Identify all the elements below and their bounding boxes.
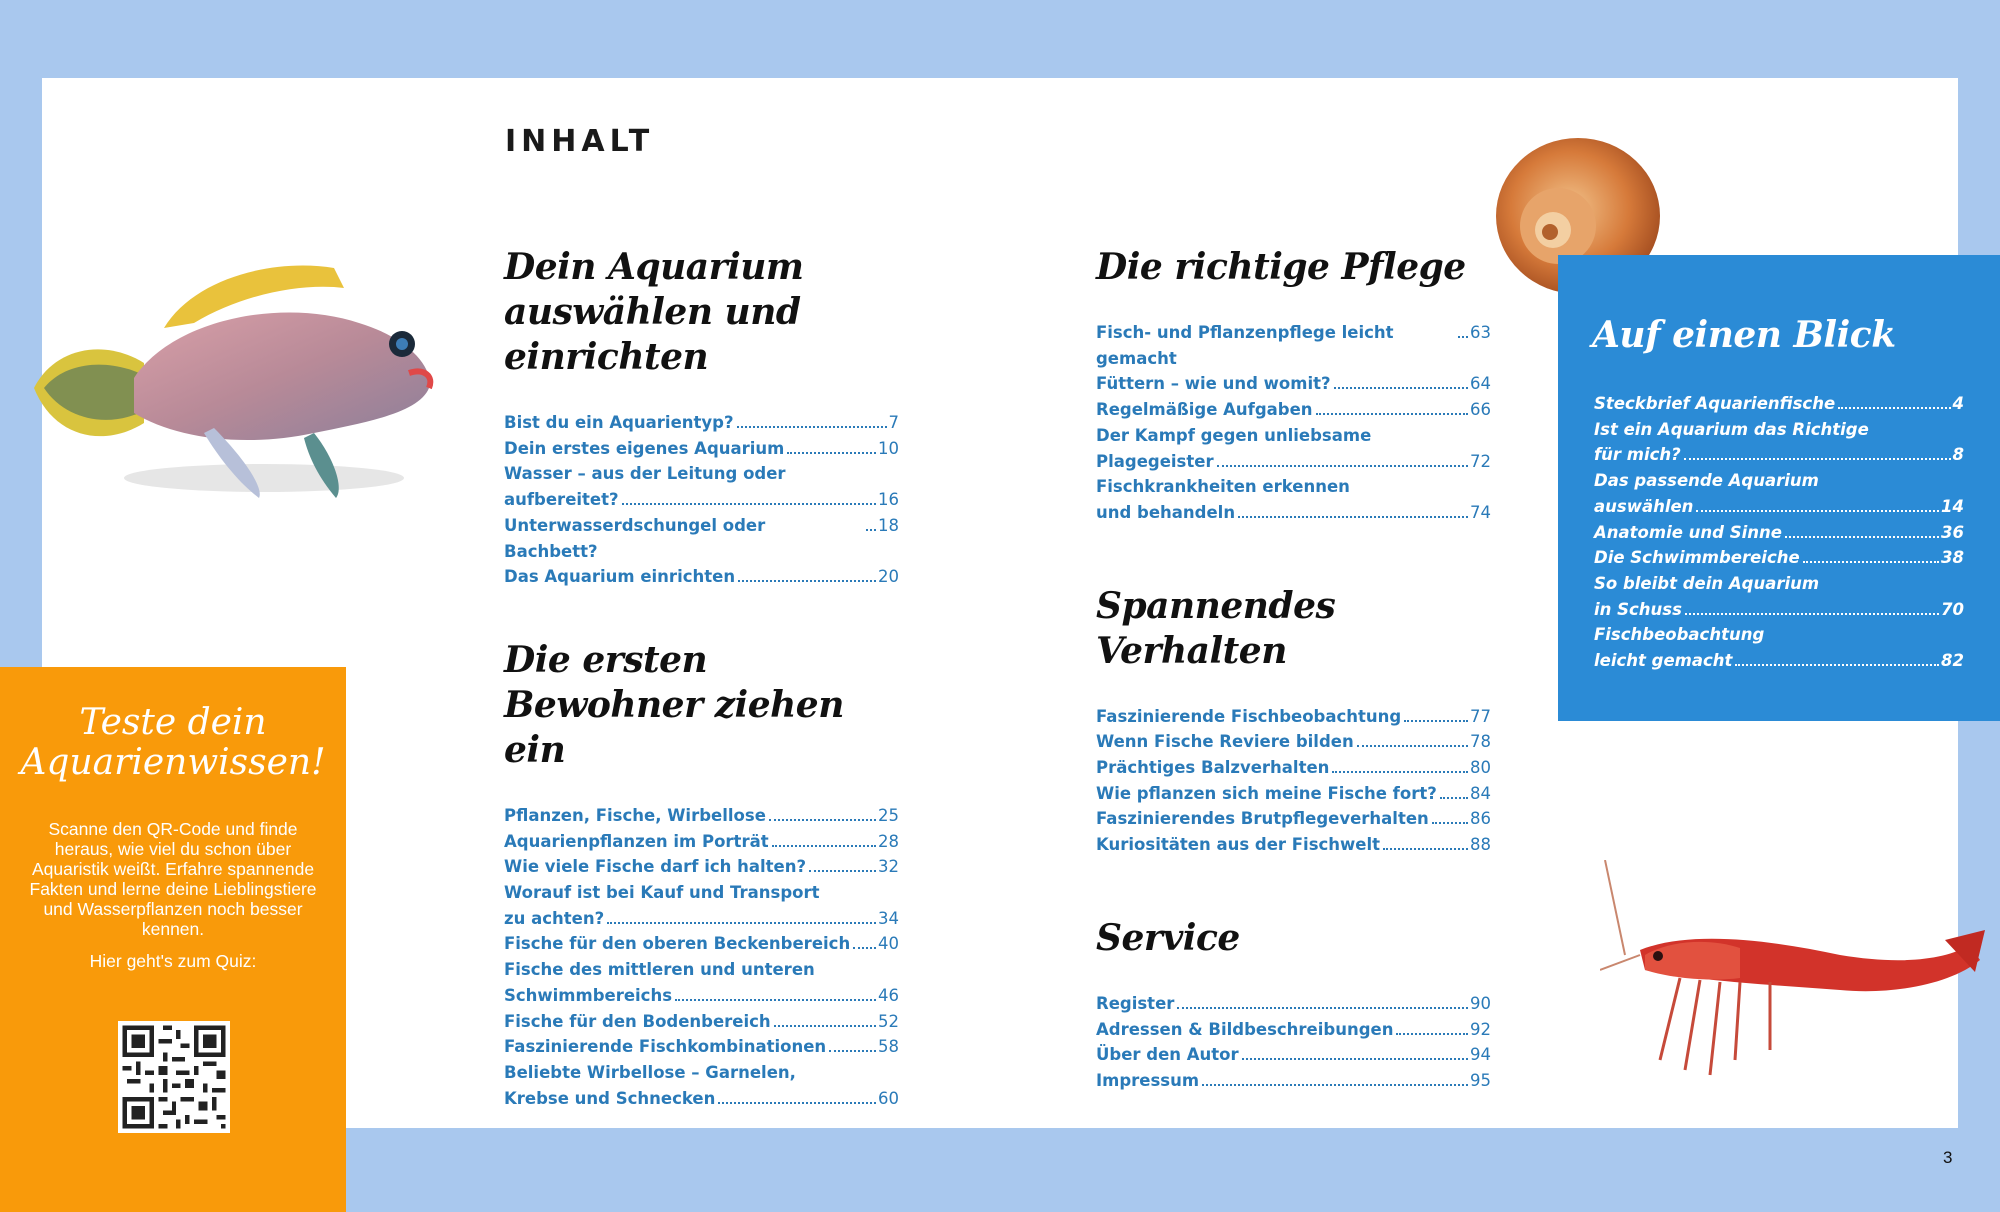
toc-entry[interactable] <box>504 564 899 590</box>
toc-entry-page: 4 <box>1952 394 1964 413</box>
toc-entry[interactable] <box>1096 729 1491 755</box>
toc-entry-label: Prächtiges Balzverhalten <box>1096 758 1330 778</box>
toc-entry-label: Wenn Fische Reviere bilden <box>1096 732 1354 752</box>
toc-entry-page: 66 <box>1470 400 1491 420</box>
toc-entry[interactable] <box>504 1060 899 1111</box>
quiz-description: Scanne den QR-Code und finde heraus, wie viel du schon über Aquaristik weißt. Erfahre spannende Fakten und lerne deine Lieblingstiere und Wasserpflanzen noch besser kennen. <box>29 819 317 939</box>
toc-entry[interactable] <box>1096 474 1491 525</box>
toc-entry-label-cont: leicht gemacht <box>1594 651 1733 671</box>
toc-entry[interactable] <box>1594 417 1964 468</box>
toc-entry-label: Unterwasserdschungel oder Bachbett? <box>504 515 766 561</box>
toc-entry[interactable] <box>504 1034 899 1060</box>
toc-entry[interactable] <box>504 410 899 436</box>
toc-entry-page: 72 <box>1470 451 1491 471</box>
toc-entry-page: 70 <box>1941 599 1964 619</box>
toc-entry-label: Das passende Aquarium <box>1594 471 1819 491</box>
toc-entry-page: 36 <box>1941 522 1964 542</box>
toc-entry-label-cont: in Schuss <box>1594 599 1682 619</box>
toc-entry-label-cont: aufbereitet? <box>504 490 619 510</box>
toc-entry-page: 88 <box>1470 835 1491 855</box>
toc-entry-page: 90 <box>1470 993 1491 1013</box>
toc-entry-label-cont: auswählen <box>1594 496 1694 516</box>
toc-entry-label-cont: zu achten? <box>504 908 605 928</box>
toc-entry-label: Register <box>1096 993 1175 1013</box>
toc-entry-label: Ist ein Aquarium das Richtige <box>1594 419 1869 439</box>
toc-entry-label: Über den Autor <box>1096 1045 1239 1065</box>
toc-entry-label: Regelmäßige Aufgaben <box>1096 400 1313 420</box>
toc-entry[interactable] <box>1594 391 1964 417</box>
section-aquarium <box>504 245 899 590</box>
toc-column-left <box>504 245 899 1111</box>
toc-entry-label: Fische des mittleren und unteren <box>504 960 815 980</box>
toc-entry-page: 74 <box>1470 502 1491 522</box>
toc-entry-page: 78 <box>1470 732 1491 752</box>
toc-entry[interactable] <box>1594 468 1964 519</box>
toc-entry[interactable] <box>504 436 899 462</box>
toc-entry-label: So bleibt dein Aquarium <box>1594 573 1820 593</box>
toc-entry[interactable] <box>1096 832 1491 858</box>
toc-entry[interactable] <box>504 829 899 855</box>
toc-entry-label-cont: und behandeln <box>1096 502 1236 522</box>
toc-list <box>1594 391 1964 674</box>
toc-entry[interactable] <box>1096 1017 1491 1043</box>
toc-entry-label: Das Aquarium einrichten <box>504 567 736 587</box>
toc-entry-page: 82 <box>1941 651 1964 671</box>
quiz-title-line: Teste dein <box>79 702 267 743</box>
toc-entry-page: 84 <box>1470 783 1491 803</box>
toc-list <box>1096 320 1491 526</box>
toc-entry-page: 28 <box>878 831 899 851</box>
toc-entry-label-cont: für mich? <box>1594 445 1681 465</box>
toc-entry[interactable] <box>1096 755 1491 781</box>
toc-entry-label: Fische für den Bodenbereich <box>504 1011 771 1031</box>
toc-entry[interactable] <box>1096 1068 1491 1094</box>
toc-entry-label: Füttern – wie und womit? <box>1096 374 1331 394</box>
toc-entry-page: 18 <box>878 515 899 535</box>
toc-entry[interactable] <box>504 880 899 931</box>
section-title: Auf einen Blick <box>1592 314 1896 356</box>
toc-entry[interactable] <box>1096 806 1491 832</box>
shrimp-illustration <box>1600 860 1990 1110</box>
toc-entry-label: Faszinierende Fischkombinationen <box>504 1037 827 1057</box>
toc-entry[interactable] <box>1096 371 1491 397</box>
toc-entry-page: 8 <box>1952 445 1964 465</box>
toc-entry-label: Wie viele Fische darf ich halten? <box>504 857 807 877</box>
toc-entry[interactable] <box>504 1009 899 1035</box>
toc-entry-label: Beliebte Wirbellose – Garnelen, <box>504 1062 796 1082</box>
toc-entry-label: Fische für den oberen Beckenbereich <box>504 934 851 954</box>
toc-list <box>1096 704 1491 858</box>
toc-entry[interactable] <box>504 957 899 1008</box>
toc-entry-label: Die Schwimmbereiche <box>1594 548 1800 568</box>
toc-entry-label: Fisch- und Pflanzenpflege leicht gemacht <box>1096 323 1394 368</box>
toc-entry-label: Adressen & Bildbeschreibungen <box>1096 1019 1394 1039</box>
quiz-title-line: Aquarienwissen! <box>20 742 326 783</box>
toc-entry-label: Wie pflanzen sich meine Fische fort? <box>1096 783 1437 803</box>
toc-entry[interactable] <box>1096 1042 1491 1068</box>
toc-entry-label: Fischbeobachtung <box>1594 625 1765 645</box>
toc-entry[interactable] <box>1096 991 1491 1017</box>
toc-entry-page: 77 <box>1470 706 1491 726</box>
toc-entry[interactable] <box>1096 781 1491 807</box>
toc-entry-label: Faszinierende Fischbeobachtung <box>1096 706 1402 726</box>
toc-list <box>504 803 899 1111</box>
qr-code-icon[interactable] <box>118 1021 230 1133</box>
toc-entry-label-cont: Krebse und Schnecken <box>504 1088 716 1108</box>
toc-entry-label: Worauf ist bei Kauf und Transport <box>504 883 820 903</box>
toc-entry-page: 58 <box>878 1037 899 1057</box>
toc-entry-label: Fischkrankheiten erkennen <box>1096 477 1350 497</box>
section-title: Die richtige Pflege <box>1096 246 1466 288</box>
toc-entry[interactable] <box>1096 320 1491 371</box>
toc-entry-label: Anatomie und Sinne <box>1594 522 1782 542</box>
toc-entry[interactable] <box>1594 622 1964 673</box>
toc-entry-label: Steckbrief Aquarienfische <box>1594 394 1836 413</box>
toc-entry-page: 60 <box>878 1088 899 1108</box>
toc-entry-page: 16 <box>878 490 899 510</box>
toc-entry[interactable] <box>1096 397 1491 423</box>
quiz-cta: Hier geht's zum Quiz: <box>89 951 257 971</box>
toc-list <box>504 410 899 590</box>
toc-entry-page: 38 <box>1941 548 1964 568</box>
toc-list <box>1096 991 1491 1094</box>
section-title: Die ersten Bewohner ziehen ein <box>504 638 844 771</box>
toc-entry-page: 32 <box>878 857 899 877</box>
page-number: 3 <box>1943 1148 1953 1167</box>
fish-illustration <box>14 248 454 518</box>
toc-entry-page: 20 <box>878 567 899 587</box>
page-title: INHALT <box>505 124 655 159</box>
toc-entry[interactable] <box>1594 571 1964 622</box>
quiz-title <box>20 703 326 783</box>
at-a-glance-box <box>1558 255 2000 721</box>
toc-entry-label: Bist du ein Aquarientyp? <box>504 413 734 432</box>
section-pflege <box>1096 245 1491 526</box>
toc-entry[interactable] <box>1594 520 1964 546</box>
toc-entry[interactable] <box>1594 545 1964 571</box>
toc-entry-page: 34 <box>878 908 899 928</box>
toc-entry-label: Kuriositäten aus der Fischwelt <box>1096 835 1381 855</box>
toc-entry-label-cont: Schwimmbereichs <box>504 985 673 1005</box>
toc-entry[interactable] <box>1096 423 1491 474</box>
section-title: Dein Aquarium auswählen und einrichten <box>504 246 804 378</box>
toc-entry-label-cont: Plagegeister <box>1096 451 1214 471</box>
toc-entry-page: 40 <box>878 934 899 954</box>
toc-entry-label: Impressum <box>1096 1070 1200 1090</box>
section-bewohner <box>504 638 899 1111</box>
toc-entry-label: Wasser – aus der Leitung oder <box>504 464 786 484</box>
toc-entry[interactable] <box>504 803 899 829</box>
toc-entry-page: 14 <box>1941 496 1964 516</box>
toc-entry-label: Aquarienpflanzen im Porträt <box>504 831 769 851</box>
toc-entry-page: 94 <box>1470 1045 1491 1065</box>
toc-entry-page: 10 <box>878 438 899 458</box>
section-verhalten <box>1096 584 1491 858</box>
toc-entry-page: 63 <box>1470 323 1491 342</box>
quiz-box <box>0 667 346 1212</box>
section-title: Spannendes Verhalten <box>1096 584 1336 672</box>
toc-entry[interactable] <box>504 513 899 564</box>
toc-entry-label: Der Kampf gegen unliebsame <box>1096 425 1372 445</box>
section-title: Service <box>1096 916 1240 959</box>
toc-entry-label: Dein erstes eigenes Aquarium <box>504 438 785 458</box>
toc-entry[interactable] <box>504 461 899 512</box>
toc-entry-page: 64 <box>1470 374 1491 394</box>
toc-entry-page: 86 <box>1470 809 1491 829</box>
toc-entry-label: Faszinierendes Brutpflegeverhalten <box>1096 809 1429 829</box>
toc-entry-page: 92 <box>1470 1019 1491 1039</box>
toc-column-middle <box>1096 245 1491 1094</box>
toc-entry-page: 7 <box>888 413 899 432</box>
toc-entry-page: 25 <box>878 805 899 825</box>
section-service <box>1096 916 1491 1094</box>
toc-entry-page: 46 <box>878 985 899 1005</box>
toc-entry-page: 95 <box>1470 1070 1491 1090</box>
toc-entry[interactable] <box>504 854 899 880</box>
toc-entry-label: Pflanzen, Fische, Wirbellose <box>504 805 766 825</box>
toc-entry-page: 80 <box>1470 758 1491 778</box>
toc-entry-page: 52 <box>878 1011 899 1031</box>
toc-entry[interactable] <box>1096 704 1491 730</box>
toc-entry[interactable] <box>504 931 899 957</box>
